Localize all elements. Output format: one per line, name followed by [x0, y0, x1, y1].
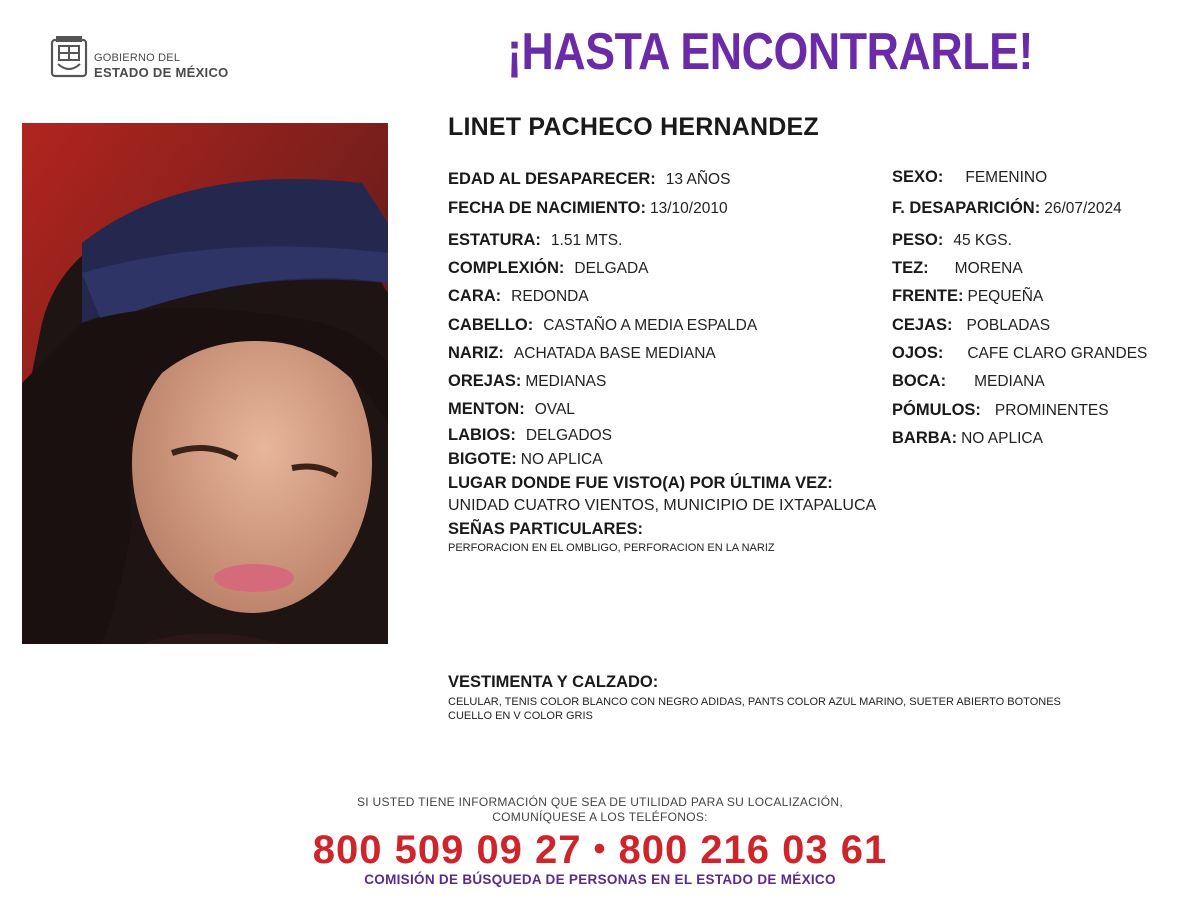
government-logo — [50, 34, 240, 82]
field-label: FECHA DE NACIMIENTO: — [448, 199, 646, 217]
agency-name: COMISIÓN DE BÚSQUEDA DE PERSONAS EN EL ESTADO DE MÉXICO — [364, 872, 836, 887]
field-label: CARA: — [448, 287, 502, 305]
field-value: 26/07/2024 — [1044, 200, 1122, 217]
field-weight — [892, 231, 1012, 250]
marks-value: PERFORACION EN EL OMBLIGO, PERFORACION EN LA NARIZ — [448, 542, 775, 554]
field-label: MENTON: — [448, 400, 525, 418]
field-age — [448, 170, 730, 189]
field-value: DELGADOS — [525, 427, 612, 444]
field-ears — [448, 372, 606, 391]
gov-line-2: ESTADO DE MÉXICO — [94, 65, 229, 80]
field-value: MEDIANA — [974, 373, 1045, 390]
last-seen-value: UNIDAD CUATRO VIENTOS, MUNICIPIO DE IXTAPALUCA — [448, 497, 877, 514]
field-label: PESO: — [892, 231, 944, 249]
field-chin — [448, 400, 575, 419]
footer-info-line-1: SI USTED TIENE INFORMACIÓN QUE SEA DE UTILIDAD PARA SU LOCALIZACIÓN, — [356, 795, 844, 809]
field-value: POBLADAS — [966, 317, 1051, 334]
field-eyes — [892, 344, 1147, 363]
field-label: BIGOTE: — [448, 450, 517, 468]
phone-number-2[interactable]: 800 216 03 61 — [618, 828, 888, 872]
field-cheekbones — [892, 401, 1109, 420]
marks-label: SEÑAS PARTICULARES: — [448, 520, 643, 538]
field-label: PÓMULOS: — [892, 401, 981, 419]
field-mustache — [448, 450, 603, 469]
field-value: 1.51 MTS. — [550, 232, 623, 249]
field-complexion — [892, 259, 1023, 278]
phone-separator: • — [593, 830, 607, 868]
clothing-label: VESTIMENTA Y CALZADO: — [448, 673, 659, 691]
field-value: PROMINENTES — [994, 402, 1109, 419]
footer-info-line-2: COMUNÍQUESE A LOS TELÉFONOS: — [492, 810, 708, 824]
field-label: FRENTE: — [892, 287, 964, 305]
field-value: 45 KGS. — [953, 232, 1012, 249]
field-value: CAFE CLARO GRANDES — [967, 345, 1148, 362]
field-value: 13 AÑOS — [665, 171, 731, 188]
field-label: BARBA: — [892, 429, 958, 447]
field-sex — [892, 168, 1047, 187]
headline: ¡HASTA ENCONTRARLE! — [507, 23, 1033, 81]
phone-numbers — [0, 828, 1200, 873]
field-value: ACHATADA BASE MEDIANA — [513, 345, 716, 362]
field-value: CASTAÑO A MEDIA ESPALDA — [543, 317, 758, 334]
field-value: REDONDA — [511, 288, 589, 305]
last-seen-label: LUGAR DONDE FUE VISTO(A) POR ÚLTIMA VEZ: — [448, 474, 833, 492]
phone-number-1[interactable]: 800 509 09 27 — [312, 828, 582, 872]
field-birthdate — [448, 199, 728, 218]
field-label: CEJAS: — [892, 316, 953, 334]
field-value: FEMENINO — [965, 169, 1048, 186]
field-height — [448, 231, 622, 250]
field-beard — [892, 429, 1043, 448]
field-value: MEDIANAS — [525, 373, 607, 390]
field-face — [448, 287, 589, 306]
field-label: EDAD AL DESAPARECER: — [448, 170, 656, 188]
field-label: OJOS: — [892, 344, 944, 362]
field-label: CABELLO: — [448, 316, 534, 334]
field-value: OVAL — [534, 401, 575, 418]
field-value: NO APLICA — [961, 430, 1043, 447]
field-lips — [448, 426, 612, 445]
field-label: TEZ: — [892, 259, 929, 277]
clothing-line-2: CUELLO EN V COLOR GRIS — [448, 710, 593, 722]
field-nose — [448, 344, 716, 363]
field-value: DELGADA — [574, 260, 649, 277]
field-label: BOCA: — [892, 372, 947, 390]
person-name: LINET PACHECO HERNANDEZ — [448, 113, 819, 141]
gov-line-1: GOBIERNO DEL — [94, 52, 181, 64]
clothing-line-1: CELULAR, TENIS COLOR BLANCO CON NEGRO ADIDAS, PANTS COLOR AZUL MARINO, SUETER ABIERTO BOTONES — [448, 696, 1061, 708]
state-seal-icon — [50, 34, 88, 78]
field-forehead — [892, 287, 1043, 306]
field-value: 13/10/2010 — [650, 200, 728, 217]
person-photo — [22, 123, 388, 644]
field-mouth — [892, 372, 1045, 391]
field-eyebrows — [892, 316, 1050, 335]
field-label: SEXO: — [892, 168, 944, 186]
field-disappearance-date — [892, 199, 1122, 218]
field-label: ESTATURA: — [448, 231, 541, 249]
field-value: MORENA — [954, 260, 1023, 277]
field-value: NO APLICA — [520, 451, 603, 468]
field-label: F. DESAPARICIÓN: — [892, 199, 1041, 217]
field-label: LABIOS: — [448, 426, 516, 444]
field-build — [448, 259, 649, 278]
field-hair — [448, 316, 757, 335]
field-label: COMPLEXIÓN: — [448, 259, 565, 277]
field-label: OREJAS: — [448, 372, 522, 390]
field-value: PEQUEÑA — [967, 288, 1044, 305]
field-label: NARIZ: — [448, 344, 504, 362]
